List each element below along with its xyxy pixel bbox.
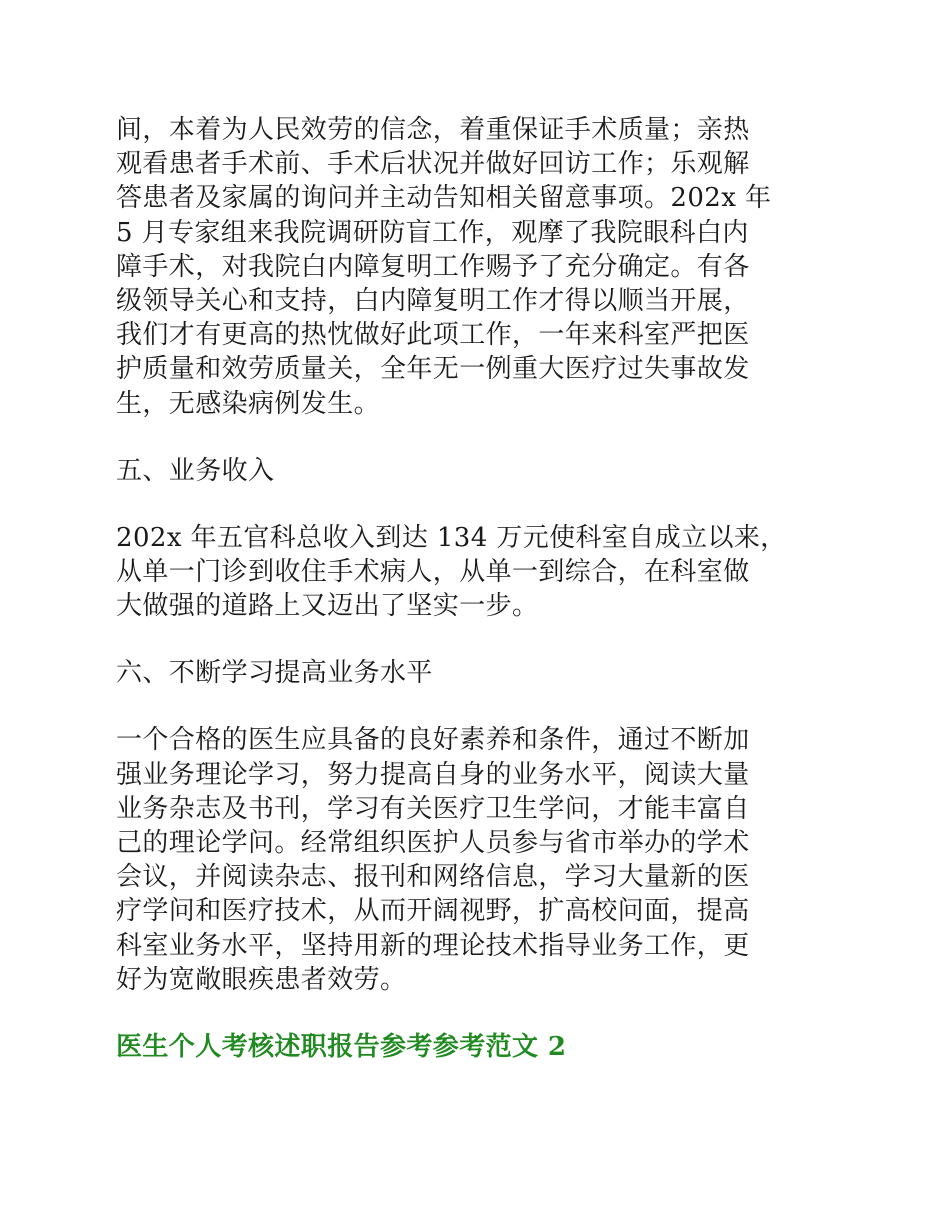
text-line: 障手术，对我院白内障复明工作赐予了充分确定。有各 — [116, 251, 750, 282]
text-line: 业务杂志及书刊，学习有关医疗卫生学问，才能丰富自 — [116, 793, 750, 824]
text-line: 生，无感染病例发生。 — [116, 388, 381, 419]
section-heading-continuous-learning: 六、不断学习提高业务水平 — [116, 658, 433, 689]
text-line: 护质量和效劳质量关，全年无一例重大医疗过失事故发 — [116, 354, 750, 385]
text-line: 好为宽敞眼疾患者效劳。 — [116, 964, 407, 995]
text-line: 强业务理论学习，努力提高自身的业务水平，阅读大量 — [116, 759, 750, 790]
paragraph-surgery-quality — [116, 113, 828, 421]
text-line: 大做强的道路上又迈出了坚实一步。 — [116, 591, 539, 622]
section-title: 医生个人考核述职报告参考参考范文 2 — [116, 1032, 567, 1063]
document-page — [116, 113, 828, 1064]
text-line: 答患者及家属的询问并主动告知相关留意事项。202x 年 — [116, 183, 772, 214]
text-line: 间，本着为人民效劳的信念，着重保证手术质量；亲热 — [116, 115, 750, 145]
text-line: 己的理论学问。经常组织医护人员参与省市举办的学术 — [116, 828, 750, 859]
text-line: 一个合格的医生应具备的良好素养和条件，通过不断加 — [116, 725, 750, 756]
text-line: 从单一门诊到收住手术病人，从单一到综合，在科室做 — [116, 557, 750, 588]
text-line: 5 月专家组来我院调研防盲工作，观摩了我院眼科白内 — [116, 217, 749, 248]
text-line: 202x 年五官科总收入到达 134 万元使科室自成立以来， — [116, 522, 787, 553]
text-line: 我们才有更高的热忱做好此项工作，一年来科室严把医 — [116, 320, 750, 351]
paragraph-continuous-learning — [116, 723, 828, 997]
text-line: 会议，并阅读杂志、报刊和网络信息，学习大量新的医 — [116, 862, 750, 893]
paragraph-business-income — [116, 521, 828, 624]
section-heading-business-income: 五、业务收入 — [116, 455, 275, 486]
text-line: 观看患者手术前、手术后状况并做好回访工作；乐观解 — [116, 149, 750, 180]
text-line: 级领导关心和支持，白内障复明工作才得以顺当开展， — [116, 286, 750, 317]
text-line: 科室业务水平，坚持用新的理论技术指导业务工作，更 — [116, 930, 750, 961]
text-line: 疗学问和医疗技术，从而开阔视野，扩高校问面，提高 — [116, 896, 750, 927]
